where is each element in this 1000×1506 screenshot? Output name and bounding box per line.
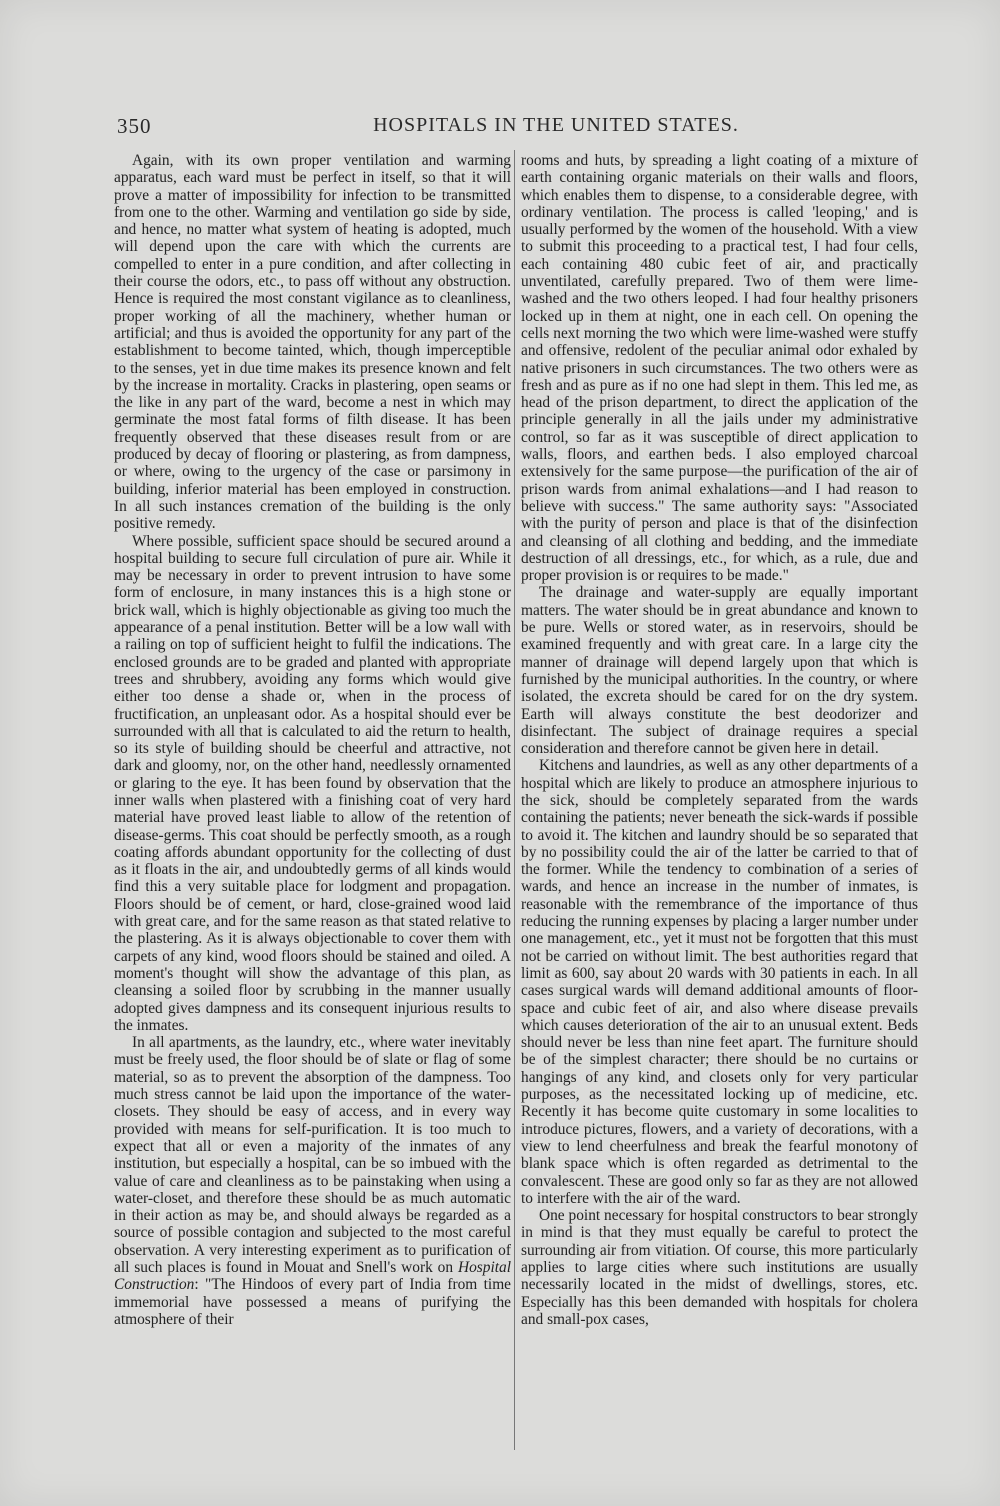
running-title: HOSPITALS IN THE UNITED STATES. xyxy=(373,114,739,136)
book-title-italic: Hospital Construction xyxy=(114,1259,511,1294)
left-paragraph-1: Again, with its own proper ventilation and warming apparatus, each ward must be perfect in itself, so that it will prove a matter of impossibility for infection to be transmitted from one to the other. Warming and ventilation go side by side, and hence, no matter what system of heating is adopted, much will depend upon the care with which the currents are compelled to enter in a pure condition, and after collecting in their course the odors, etc., to pass off without any obstruction. Hence is required the most constant vigilance as to cleanliness, proper working of all the machinery, whether human or artificial; and thus is avoided the opportunity for any part of the establishment to become tainted, which, though imperceptible to the senses, yet in due time makes its presence known and felt by the increase in mortality. Cracks in plastering, open seams or the like in any part of the ward, become a nest in which may germinate the most fatal forms of filth disease. It has been frequently observed that these diseases result from or are produced by decay of flooring or plastering, as from dampness, or where, owing to the urgency of the case or parsimony in building, inferior material has been employed in construction. In all such instances cremation of the building is the only positive remedy. xyxy=(114,152,511,533)
right-paragraph-4: One point necessary for hospital constructors to bear strongly in mind is that they must equally be careful to protect the surrounding air from vitiation. Of course, this more particularly applies to large cities where such institutions are usually necessarily located in the midst of dwellings, stores, etc. Especially has this been demanded with hospitals for cholera and small-pox cases, xyxy=(521,1207,918,1328)
right-paragraph-1: rooms and huts, by spreading a light coating of a mixture of earth containing organic materials on their walls and floors, which enables them to dispense, to a considerable degree, with ordinary ventilation. The process is called 'leoping,' and is usually performed by the women of the household. With a view to submit this proceeding to a practical test, I had four cells, each containing 480 cubic feet of air, and practically unventilated, carefully prepared. Two of them were lime-washed and the two others leoped. I had four healthy prisoners locked up in them at night, one in each cell. On opening the cells next morning the two which were lime-washed were stuffy and offensive, redolent of the peculiar animal odor exhaled by native prisoners in such circumstances. The two others were as fresh and as pure as if no one had slept in them. This led me, as head of the prison department, to direct the application of the principle generally in all the jails under my administrative control, so far as it was susceptible of direct application to walls, floors, and earthen beds. I also employed charcoal extensively for the same purpose—the purification of the air of prison wards from animal exhalations—and I had reason to believe with success." The same authority says: "Associated with the purity of person and place is that of the disinfection and cleansing of all clothing and bedding, and the immediate destruction of all dressings, etc., for which, as a rule, due and proper provision is or requires to be made." xyxy=(521,152,918,585)
left-paragraph-3-text-b: : "The Hindoos of every part of India from time immemorial have possessed a means of purifying the atmosphere of their xyxy=(114,1276,511,1328)
left-paragraph-3 xyxy=(114,1034,511,1328)
page-header xyxy=(112,114,920,144)
left-column xyxy=(114,152,511,1448)
page-number: 350 xyxy=(117,114,152,138)
left-paragraph-2: Where possible, sufficient space should be secured around a hospital building to secure full circulation of pure air. While it may be necessary in order to prevent intrusion to have some form of enclosure, in many instances this is a high stone or brick wall, which is highly objectionable as giving too much the appearance of a penal institution. Better will be a low wall with a railing on top of sufficient height to fulfil the indications. The enclosed grounds are to be graded and planted with appropriate trees and shrubbery, avoiding any forms which would give either too dense a shade or, when in the process of fructification, an unpleasant odor. As a hospital should ever be surrounded with all that is calculated to aid the return to health, so its style of building should be cheerful and attractive, not dark and gloomy, nor, on the other hand, needlessly ornamented or glaring to the eye. It has been found by observation that the inner walls when plastered with a finishing coat of very hard material have proved least liable to allow of the retention of disease-germs. This coat should be perfectly smooth, as a rough coating affords abundant opportunity for the collecting of dust as it floats in the air, and undoubtedly germs of all kinds would find this a very suitable place for lodgment and propagation. Floors should be of cement, or hard, close-grained wood laid with great care, and for the same reason as that stated relative to the plastering. As it is always objectionable to cover them with carpets of any kind, wood floors should be stained and oiled. A moment's thought will show the advantage of this plan, as cleansing a soiled floor by scrubbing in the manner usually adopted gives dampness and its consequent injurious results to the inmates. xyxy=(114,532,511,1034)
right-paragraph-3: Kitchens and laundries, as well as any other departments of a hospital which are likely to produce an atmosphere injurious to the sick, should be completely separated from the wards containing the patients; never beneath the sick-wards if possible to avoid it. The kitchen and laundry should be so separated that by no possibility could the air of the latter be carried to that of the former. While the tendency to combination of a series of wards, and hence an increase in the number of inmates, is reasonable with the remembrance of the importance of thus reducing the running expenses by placing a larger number under one management, etc., yet it must not be forgotten that this must not be carried on without limit. The best authorities regard that limit as 600, say about 20 wards with 30 patients in each. In all cases surgical wards will demand additional amounts of floor-space and cubic feet of air, and also where disease prevails which causes deterioration of the air to an unusual extent. Beds should never be less than nine feet apart. The furniture should be of the simplest character; there should be no curtains or hangings of any kind, and closets only for very particular purposes, as the necessitated locking up of medicine, etc. Recently it has become quite customary in some localities to introduce pictures, flowers, and a variety of decorations, with a view to lend cheerfulness and break the fearful monotony of blank space which is often regarded as detrimental to the convalescent. These are good only so far as they are not allowed to interfere with the air of the ward. xyxy=(521,757,918,1207)
right-column xyxy=(521,152,918,1448)
column-divider xyxy=(514,150,515,1450)
left-paragraph-3-text-a: In all apartments, as the laundry, etc., where water inevitably must be freely used, the floor should be of slate or flag of some material, so as to prevent the absorption of the dampness. Too much stress cannot be laid upon the importance of the water-closets. They should be easy of access, and in every way provided with means for self-purification. It is too much to expect that all or even a majority of the inmates of any institution, but especially a hospital, can be so imbued with the value of care and cleanliness as to be painstaking when using a water-closet, and therefore these should be as much automatic in their action as may be, and should always be regarded as a source of possible contagion and subjected to the most careful observation. A very interesting experiment as to purification of all such places is found in Mouat and Snell's work on xyxy=(114,1034,511,1276)
right-paragraph-2: The drainage and water-supply are equally important matters. The water should be in great abundance and known to be pure. Wells or stored water, as in reservoirs, should be examined frequently and with great care. In a large city the manner of drainage will depend largely upon that which is furnished by the municipal authorities. In the country, or where isolated, the excreta should be cared for on the dry system. Earth will always constitute the best deodorizer and disinfectant. The subject of drainage requires a special consideration and therefore cannot be given here in detail. xyxy=(521,584,918,758)
